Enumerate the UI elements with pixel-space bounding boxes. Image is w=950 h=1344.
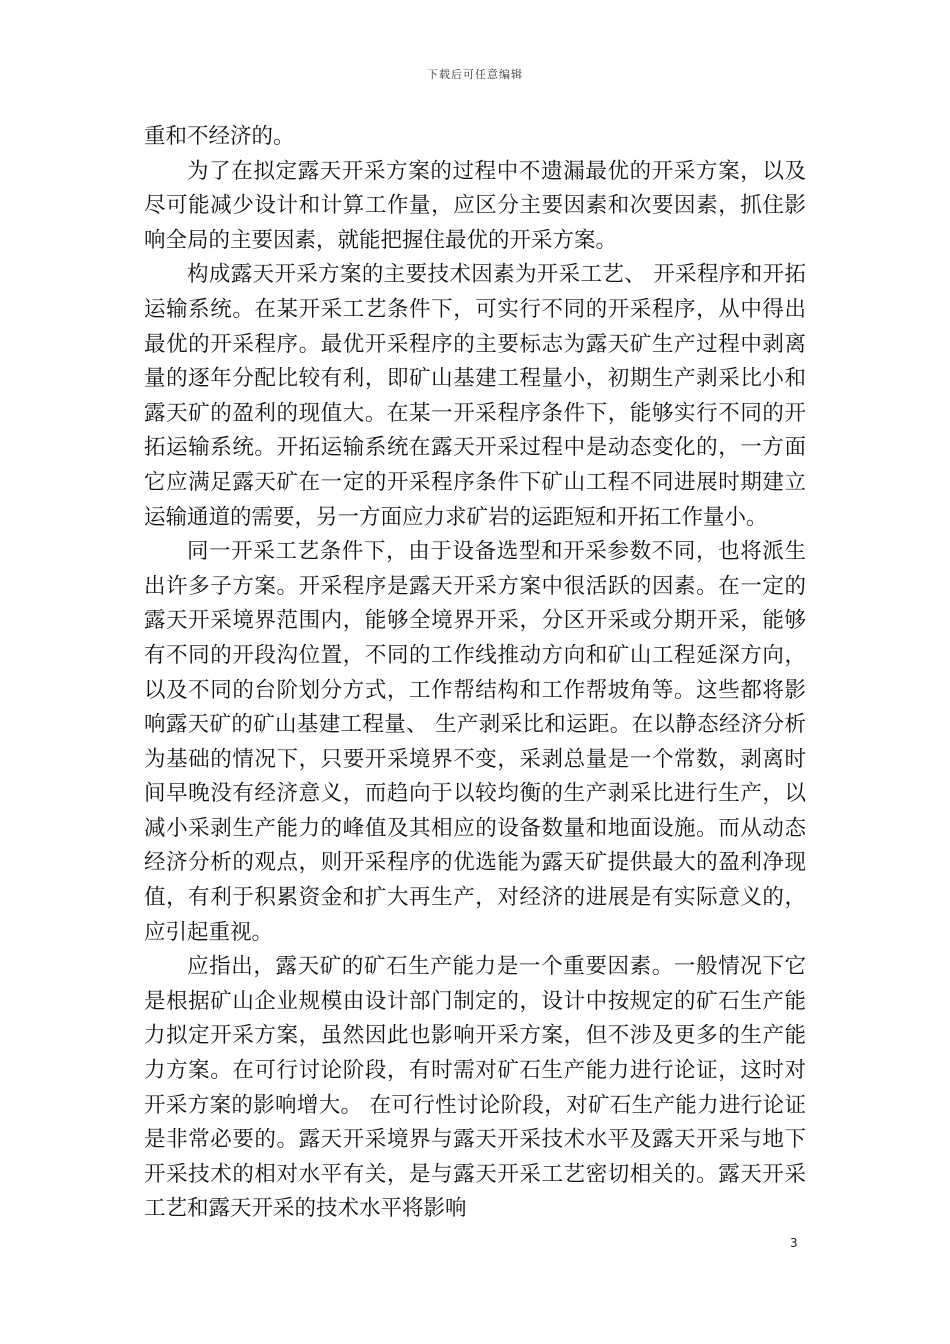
paragraph-1: 为了在拟定露天开采方案的过程中不遗漏最优的开采方案，以及尽可能减少设计和计算工作量，应区分主要因素和次要因素，抓住影响全局的主要因素，就能把握住最优的开采方案。	[144, 158, 806, 253]
paragraph-continuation: 重和不经济的。	[144, 124, 295, 149]
paragraph-2: 构成露天开采方案的主要技术因素为开采工艺、 开采程序和开拓运输系统。在某开采工艺条件下，可实行不同的开采程序，从中得出最优的开采程序。最优开采程序的主要标志为露天矿生产过程中剥离量的逐年分配比较有利，即矿山基建工程量小，初期生产剥采比小和露天矿的盈利的现值大。在某一开采程序条件下，能够实行不同的开拓运输系统。开拓运输系统在露天开采过程中是动态变化的，一方面它应满足露天矿在一定的开采程序条件下矿山工程不同进展时期建立运输通道的需要，另一方面应力求矿岩的运距短和开拓工作量小。	[144, 262, 806, 530]
page-header: 下载后可任意编辑	[427, 68, 523, 81]
paragraph-4: 应指出，露天矿的矿石生产能力是一个重要因素。一般情况下它是根据矿山企业规模由设计部门制定的，设计中按规定的矿石生产能力拟定开采方案，虽然因此也影响开采方案，但不涉及更多的生产能力方案。在可行讨论阶段，有时需对矿石生产能力进行论证，这时对开采方案的影响增大。 在可行性讨论阶段，对矿石生产能力进行论证是非常必要的。露天开采境界与露天开采技术水平及露天开采与地下开采技术的相对水平有关，是与露天开采工艺密切相关的。露天开采工艺和露天开采的技术水平将影响	[144, 954, 806, 1222]
page-number: 3	[790, 1236, 798, 1250]
paragraph-3: 同一开采工艺条件下，由于设备选型和开采参数不同，也将派生出许多子方案。开采程序是露天开采方案中很活跃的因素。在一定的露天开采境界范围内，能够全境界开采，分区开采或分期开采，能够有不同的开段沟位置，不同的工作线推动方向和矿山工程延深方向，以及不同的台阶划分方式，工作帮结构和工作帮坡角等。这些都将影响露天矿的矿山基建工程量、 生产剥采比和运距。在以静态经济分析为基础的情况下，只要开采境界不变，采剥总量是一个常数，剥离时间早晚没有经济意义，而趋向于以较均衡的生产剥采比进行生产，以减小采剥生产能力的峰值及其相应的设备数量和地面设施。而从动态经济分析的观点，则开采程序的优选能为露天矿提供最大的盈利净现值，有利于积累资金和扩大再生产，对经济的进展是有实际意义的，应引起重视。	[144, 539, 806, 945]
document-body	[144, 120, 806, 1227]
